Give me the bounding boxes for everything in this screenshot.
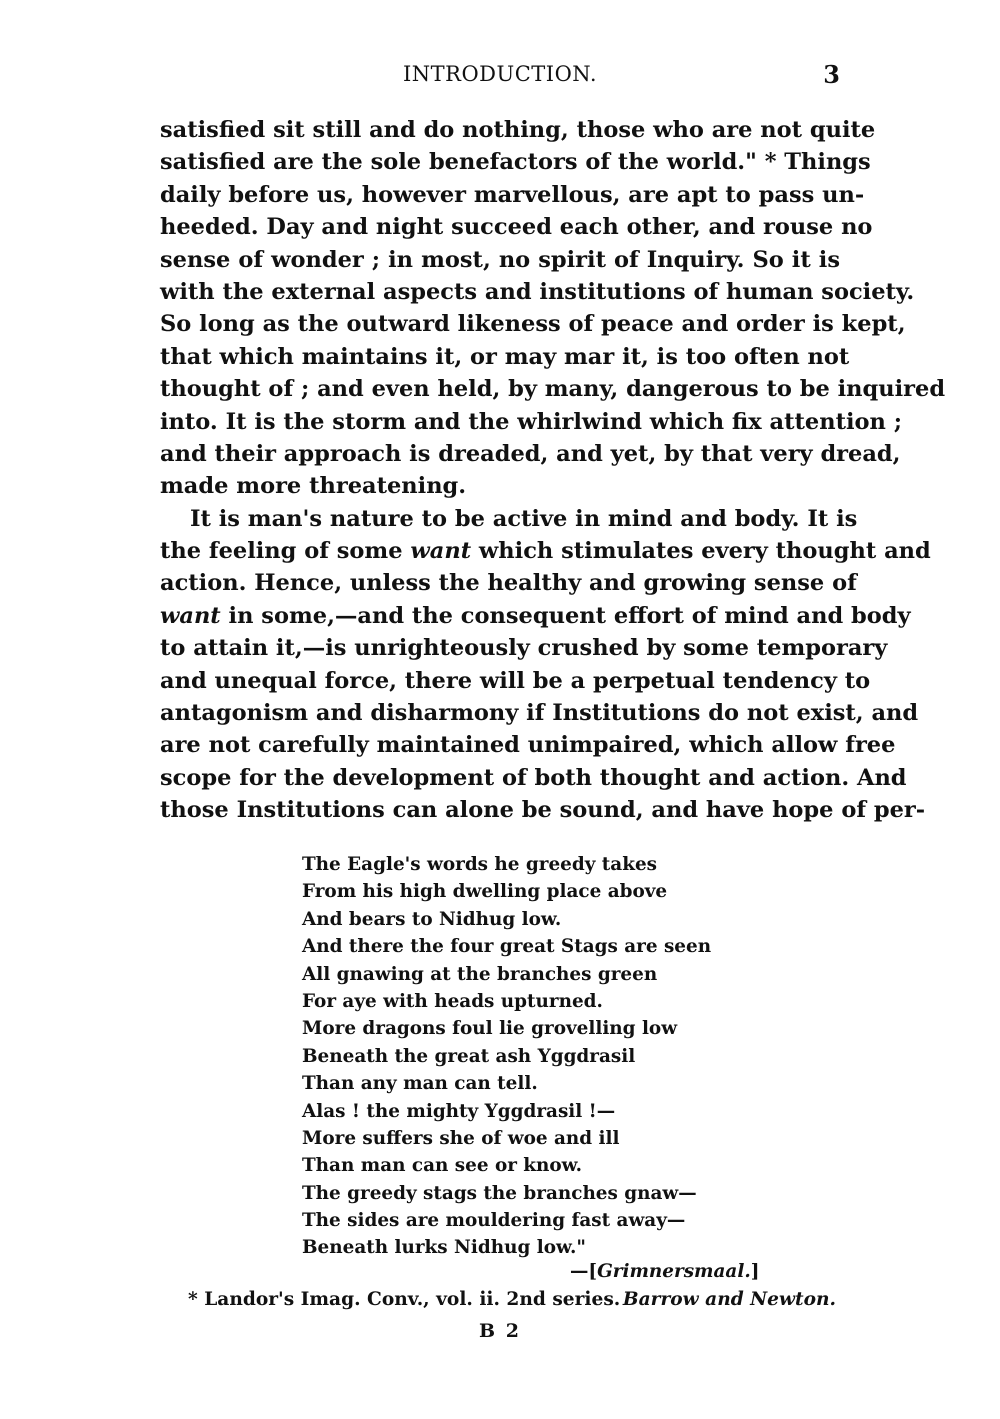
body-text	[160, 114, 946, 827]
poem-line: And bears to Nidhug low.	[302, 908, 562, 930]
text-line: and unequal force, there will be a perpetual tendency to	[160, 667, 871, 694]
line-segment: which stimulates every thought and	[471, 538, 931, 565]
poem-line: More dragons foul lie grovelling low	[302, 1018, 678, 1040]
poem-attribution	[570, 1261, 760, 1282]
text-line: into. It is the storm and the whirlwind which fix attention ;	[160, 408, 903, 435]
running-head	[160, 60, 840, 94]
footnote-text: * Landor's Imag. Conv., vol. ii. 2nd series.	[188, 1289, 621, 1310]
poem-line: More suffers she of woe and ill	[302, 1127, 620, 1149]
poem-line: Alas ! the mighty Yggdrasil !—	[302, 1100, 616, 1122]
text-line: those Institutions can alone be sound, and have hope of per-	[160, 797, 926, 824]
text-line: satisfied sit still and do nothing, those who are not quite	[160, 117, 876, 143]
poem-quotation	[302, 851, 752, 1262]
poem-line: The greedy stags the branches gnaw—	[302, 1182, 697, 1204]
paragraph-start-line: It is man's nature to be active in mind and body. It is	[190, 505, 858, 532]
attribution-prefix: —[	[570, 1261, 598, 1282]
text-line	[160, 600, 911, 632]
text-line	[160, 535, 931, 567]
poem-line: For aye with heads upturned.	[302, 990, 603, 1012]
attribution-source: Grimnersmaal.	[597, 1261, 751, 1282]
text-line: that which maintains it, or may mar it, is too often not	[160, 343, 850, 370]
attribution-suffix: ]	[750, 1261, 760, 1282]
text-line: daily before us, however marvellous, are apt to pass un-	[160, 181, 865, 208]
line-segment: the feeling of some	[160, 538, 411, 565]
line-segment: in some,—and the consequent effort of mind and body	[220, 602, 911, 629]
poem-line: All gnawing at the branches green	[302, 963, 658, 985]
italic-word-want: want	[410, 538, 472, 565]
text-line: are not carefully maintained unimpaired, which allow free	[160, 732, 896, 759]
text-line: thought of ; and even held, by many, dangerous to be inquired	[160, 376, 946, 403]
text-line: scope for the development of both thought and action. And	[160, 764, 907, 791]
paragraph-end-line: made more threatening.	[160, 473, 467, 500]
poem-line: And there the four great Stags are seen	[302, 936, 712, 958]
poem-line: Than any man can tell.	[302, 1073, 538, 1095]
footnote	[188, 1289, 836, 1310]
signature-mark: B 2	[479, 1320, 521, 1342]
text-line: heeded. Day and night succeed each other, and rouse no	[160, 214, 873, 241]
poem-line: The Eagle's words he greedy takes	[302, 854, 658, 875]
text-line: to attain it,—is unrighteously crushed by some temporary	[160, 635, 888, 662]
poem-line: Beneath lurks Nidhug low."	[302, 1237, 586, 1259]
text-line: with the external aspects and institutions of human society.	[160, 278, 915, 305]
text-line: antagonism and disharmony if Institutions do not exist, and	[160, 700, 919, 727]
page-number: 3	[823, 60, 840, 89]
text-line: satisfied are the sole benefactors of the world." * Things	[160, 149, 871, 176]
poem-line: Beneath the great ash Yggdrasil	[302, 1045, 636, 1067]
poem-line: The sides are mouldering fast away—	[302, 1210, 686, 1232]
text-line: sense of wonder ; in most, no spirit of Inquiry. So it is	[160, 246, 840, 273]
text-line: and their approach is dreaded, and yet, by that very dread,	[160, 440, 901, 467]
poem-line: From his high dwelling place above	[302, 881, 668, 903]
text-line: So long as the outward likeness of peace and order is kept,	[160, 311, 906, 338]
poem-line: Than man can see or know.	[302, 1155, 583, 1177]
text-line: action. Hence, unless the healthy and growing sense of	[160, 570, 857, 597]
running-title: INTRODUCTION.	[402, 62, 598, 86]
footnote-publisher: Barrow and Newton.	[622, 1289, 836, 1310]
italic-word-want: want	[160, 602, 221, 629]
